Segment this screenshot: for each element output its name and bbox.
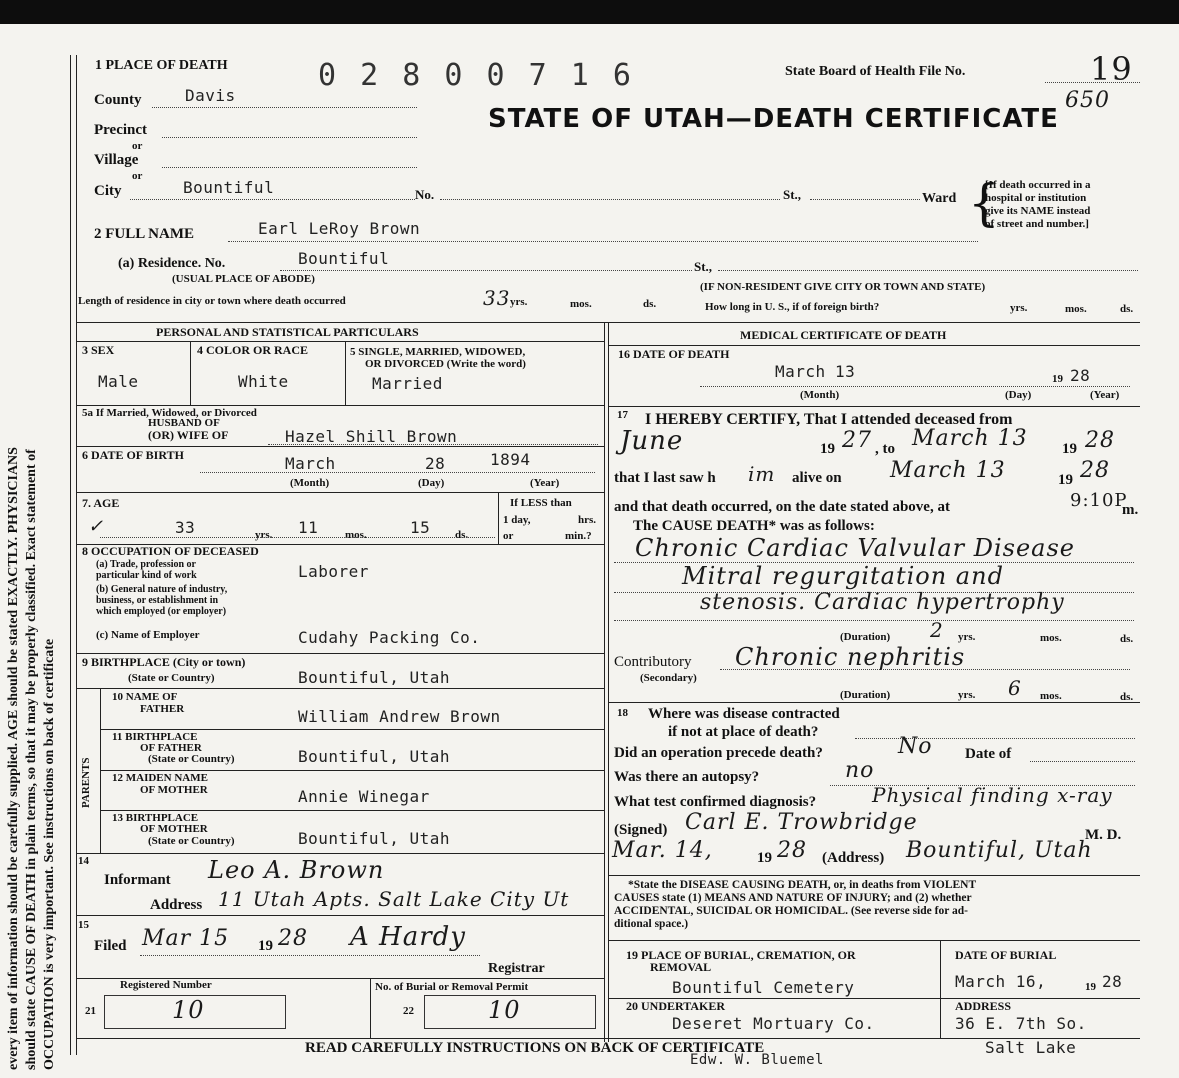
rule-note [608, 875, 1140, 876]
father-label: 10 NAME OF [112, 691, 178, 703]
dod-year-lbl: (Year) [1090, 389, 1120, 401]
duration-2-yrs-lbl: yrs. [958, 689, 976, 701]
field-22-number: 22 [403, 1005, 414, 1017]
single-label: 5 SINGLE, MARRIED, WIDOWED, [350, 346, 526, 358]
inf-address-value: 11 Utah Apts. Salt Lake City Ut [218, 887, 570, 911]
dod-year-prefix: 19 [1052, 373, 1063, 385]
signed-date: Mar. 14, [612, 838, 713, 863]
dod-year: 28 [1070, 366, 1091, 385]
birthplace-label: 9 BIRTHPLACE (City or town) [82, 655, 246, 669]
personal-heading: PERSONAL AND STATISTICAL PARTICULARS [156, 325, 419, 339]
age-label: 7. AGE [82, 496, 120, 510]
autopsy-label: Was there an autopsy? [614, 769, 760, 785]
dob-month: March [285, 454, 336, 473]
father-bp-value: Bountiful, Utah [298, 747, 450, 766]
father-bp-label: 11 BIRTHPLACE [112, 731, 198, 743]
hospital-note-2: hospital or institution [985, 192, 1087, 204]
rule-15 [76, 915, 604, 916]
informant-value: Leo A. Brown [208, 856, 385, 884]
filed-date: Mar 15 [142, 926, 230, 951]
certificate-number: 0 2 8 0 0 7 1 6 [318, 58, 634, 93]
county-label: County [94, 92, 142, 108]
county-value: Davis [185, 86, 236, 105]
secondary-label: (Secondary) [640, 672, 697, 684]
reg-no-value: 10 [172, 996, 205, 1024]
duration-yrs-lbl: yrs. [958, 631, 976, 643]
footer-instructions: READ CAREFULLY INSTRUCTIONS ON BACK OF CERTIFICATE [305, 1040, 765, 1056]
field-15-number: 15 [78, 919, 89, 931]
filed-year-prefix: 19 [258, 938, 273, 954]
occupation-label: 8 OCCUPATION OF DECEASED [82, 544, 259, 558]
attended-from: June [620, 426, 684, 456]
residence-st-label: St., [694, 259, 713, 274]
signed-address: Bountiful, Utah [906, 838, 1093, 863]
last-saw-date: March 13 [890, 458, 1006, 483]
duration-2-mos: 6 [1008, 676, 1022, 700]
field-17-number: 17 [617, 409, 628, 421]
signed-year: 28 [777, 838, 807, 863]
birthplace-state-label: (State or Country) [128, 672, 215, 684]
parents-label: PARENTS [80, 757, 92, 808]
usual-place-label: (USUAL PLACE OF ABODE) [172, 273, 315, 285]
operation-date-label: Date of [965, 746, 1012, 762]
burial-no-value: 10 [488, 996, 521, 1024]
burial-year: 28 [1102, 972, 1123, 991]
hospital-note-3: give its NAME instead [985, 205, 1091, 217]
scan-top-edge [0, 0, 1179, 24]
nature-label: (b) General nature of industry, [96, 584, 228, 595]
divider-color [345, 341, 346, 405]
filed-year: 28 [278, 926, 308, 951]
age-check: ✓ [88, 516, 105, 537]
removal-label: REMOVAL [650, 960, 712, 974]
divider-center [604, 322, 605, 1042]
rule-5a [76, 405, 604, 406]
one-day-label: 1 day, [503, 514, 531, 526]
age-ds: 15 [410, 518, 431, 537]
contrib-label: Contributory [614, 654, 692, 670]
mother-label-2: OF MOTHER [140, 784, 208, 796]
min-label: min.? [565, 530, 592, 542]
signed-label: (Signed) [614, 822, 668, 838]
death-time: 9:10P [1070, 490, 1128, 511]
age-mos: 11 [298, 518, 319, 537]
hrs-label: hrs. [578, 514, 597, 526]
rule-6 [76, 446, 604, 447]
undertaker-address: 36 E. 7th So. [955, 1014, 1087, 1033]
dob-day: 28 [425, 454, 446, 473]
length-label: Length of residence in city or town where death occurred [78, 295, 346, 307]
cause-line-3: stenosis. Cardiac hypertrophy [700, 590, 1065, 615]
certificate-title: STATE OF UTAH—DEATH CERTIFICATE [488, 104, 1059, 134]
note-line-1: *State the DISEASE CAUSING DEATH, or, in deaths from VIOLENT [628, 879, 977, 891]
divider-burial-date [940, 940, 941, 1038]
dob-day-lbl: (Day) [418, 477, 445, 489]
undertaker-value: Deseret Mortuary Co. [672, 1014, 875, 1033]
mother-bp-label-3: (State or Country) [148, 835, 235, 847]
where-label-2: if not at place of death? [668, 724, 819, 740]
second-number: 650 [1065, 88, 1110, 113]
divider-sex [190, 341, 191, 405]
city-value: Bountiful [183, 178, 275, 197]
duration-label: (Duration) [840, 631, 891, 643]
where-label: Where was disease contracted [648, 706, 840, 722]
undertaker-city: Salt Lake [985, 1038, 1077, 1057]
contrib-value: Chronic nephritis [735, 643, 966, 671]
length-value: 33 [483, 286, 511, 310]
nonresident-label: (IF NON-RESIDENT GIVE CITY OR TOWN AND STATE) [700, 281, 986, 293]
father-value: William Andrew Brown [298, 707, 501, 726]
signed-address-label: (Address) [822, 850, 885, 866]
rule-9 [76, 653, 604, 654]
dob-year: 1894 [490, 450, 531, 469]
death-time-m: m. [1122, 502, 1139, 518]
length-yrs: yrs. [510, 296, 528, 308]
registrar-signature: A Hardy [350, 922, 466, 952]
or-label-3: or [503, 530, 514, 542]
undertaker-name: Edw. W. Bluemel [690, 1052, 824, 1068]
rule-17 [608, 406, 1140, 407]
nature-label-3: which employed (or employer) [96, 606, 227, 617]
rule-16 [608, 345, 1140, 346]
full-name-label: 2 FULL NAME [94, 226, 195, 242]
side-note-line-2: should state CAUSE OF DEATH in plain terms, so that it may be properly classified. Exact statement of [24, 449, 39, 1070]
father-label-2: FATHER [140, 703, 185, 715]
duration-yrs: 2 [930, 618, 944, 642]
duration-2-mos-lbl: mos. [1040, 690, 1062, 702]
inf-address-label: Address [150, 897, 203, 913]
last-saw-a: that I last saw h [614, 470, 716, 486]
cause-line-2: Mitral regurgitation and [682, 562, 1004, 590]
burial-date-label: DATE OF BURIAL [955, 948, 1057, 962]
mother-label: 12 MAIDEN NAME [112, 772, 208, 784]
duration-mos-lbl: mos. [1040, 632, 1062, 644]
reg-no-label: Registered Number [120, 979, 212, 991]
rule-19 [608, 940, 1140, 941]
duration-ds-lbl: ds. [1120, 633, 1134, 645]
village-label: Village [94, 152, 139, 168]
last-saw-b: alive on [792, 470, 842, 486]
trade-label-2: particular kind of work [96, 570, 197, 581]
rule-13 [100, 810, 604, 811]
dob-label: 6 DATE OF BIRTH [82, 448, 184, 462]
cause-line-1: Chronic Cardiac Valvular Disease [635, 534, 1075, 562]
or-label-1: or [132, 140, 143, 152]
undertaker-address-label: ADDRESS [955, 999, 1012, 1013]
registrar-label: Registrar [488, 961, 545, 976]
rule-10 [76, 688, 604, 689]
filed-label: Filed [94, 938, 127, 954]
mother-bp-label: 13 BIRTHPLACE [112, 812, 199, 824]
attended-to: March 13 [912, 426, 1028, 451]
hospital-brace: { [968, 174, 1000, 232]
mother-bp-value: Bountiful, Utah [298, 829, 450, 848]
how-long-label: How long in U. S., if of foreign birth? [705, 301, 880, 313]
color-value: White [238, 372, 289, 391]
divider-center-2 [608, 322, 609, 1042]
field-21-number: 21 [85, 1005, 96, 1017]
or-label-2: or [132, 170, 143, 182]
ward-label: Ward [922, 191, 957, 206]
sex-value: Male [98, 372, 139, 391]
physician-signature: Carl E. Trowbridge [685, 810, 918, 835]
field-14-number: 14 [78, 855, 89, 867]
residence-value: Bountiful [298, 249, 390, 268]
rule-18 [608, 702, 1140, 703]
sex-label: 3 SEX [82, 343, 115, 357]
dod-label: 16 DATE OF DEATH [618, 347, 730, 361]
note-line-2: CAUSES state (1) MEANS AND NATURE OF INJURY; and (2) whether [614, 892, 972, 904]
dod-day-lbl: (Day) [1005, 389, 1032, 401]
left-border [70, 55, 71, 1055]
marital-value: Married [372, 374, 443, 393]
rule-bottom [76, 1038, 1140, 1039]
less-label: If LESS than [510, 497, 572, 509]
city-label: City [94, 183, 122, 199]
dod-month: March [775, 362, 826, 381]
single-label-2: OR DIVORCED (Write the word) [365, 358, 526, 370]
father-bp-label-3: (State or Country) [148, 753, 235, 765]
attended-to-label: , to [875, 441, 895, 457]
nature-label-2: business, or establishment in [96, 595, 219, 606]
operation-label: Did an operation precede death? [614, 745, 823, 761]
age-yrs-lbl: yrs. [255, 529, 273, 541]
how-long-ds: ds. [1120, 303, 1134, 315]
duration-2-label: (Duration) [840, 689, 891, 701]
divider-21 [370, 978, 371, 1038]
dod-day: 13 [835, 362, 856, 381]
age-yrs: 33 [175, 518, 196, 537]
undertaker-label: 20 UNDERTAKER [626, 999, 726, 1013]
color-label: 4 COLOR OR RACE [197, 343, 309, 357]
married-label: 5a If Married, Widowed, or Divorced [82, 407, 257, 419]
occupation-value: Laborer [298, 562, 369, 581]
father-bp-label-2: OF FATHER [140, 742, 202, 754]
age-ds-lbl: ds. [455, 529, 469, 541]
rule-7 [76, 492, 604, 493]
signed-year-prefix: 19 [757, 850, 772, 866]
age-mos-lbl: mos. [345, 529, 367, 541]
note-line-3: ACCIDENTAL, SUICIDAL OR HOMICIDAL. (See reverse side for ad- [614, 905, 968, 917]
last-saw-year: 28 [1080, 458, 1110, 483]
precinct-label: Precinct [94, 122, 148, 138]
how-long-yrs: yrs. [1010, 302, 1028, 314]
employer-value: Cudahy Packing Co. [298, 628, 481, 647]
yr-prefix-3: 19 [1058, 472, 1073, 488]
residence-label: (a) Residence. No. [118, 256, 226, 271]
informant-label: Informant [104, 872, 171, 888]
hospital-note-4: of street and number.] [985, 218, 1089, 230]
yr-prefix-2: 19 [1062, 441, 1077, 457]
dob-month-lbl: (Month) [290, 477, 330, 489]
employer-label: (c) Name of Employer [96, 629, 200, 641]
husband-label: HUSBAND OF [148, 417, 220, 429]
field-18-number: 18 [617, 707, 628, 719]
occurred-text: and that death occurred, on the date stated above, at [614, 499, 950, 515]
full-name-value: Earl LeRoy Brown [258, 219, 421, 238]
rule-sex-top [76, 341, 604, 342]
trade-label: (a) Trade, profession or [96, 559, 196, 570]
wife-label: (OR) WIFE OF [148, 428, 229, 442]
md-label: M. D. [1085, 827, 1122, 843]
note-line-4: ditional space.) [614, 918, 689, 930]
autopsy-value: no [845, 758, 875, 783]
medical-heading: MEDICAL CERTIFICATE OF DEATH [740, 328, 947, 342]
burial-place-label: 19 PLACE OF BURIAL, CREMATION, OR [626, 948, 856, 962]
how-long-mos: mos. [1065, 303, 1087, 315]
attended-from-year: 27 [842, 428, 872, 453]
spouse-value: Hazel Shill Brown [285, 427, 458, 446]
duration-2-ds-lbl: ds. [1120, 691, 1134, 703]
operation-value: No [898, 734, 933, 759]
mother-value: Annie Winegar [298, 787, 430, 806]
length-mos: mos. [570, 298, 592, 310]
cause-label: The CAUSE DEATH* was as follows: [633, 518, 875, 534]
length-ds: ds. [643, 298, 657, 310]
last-saw-him: im [748, 462, 776, 486]
st-label: St., [783, 187, 802, 202]
no-label: No. [415, 187, 435, 202]
side-note-line-3: OCCUPATION is very important. See instructions on back of certificate [42, 638, 57, 1070]
file-no-label: State Board of Health File No. [785, 64, 966, 79]
left-border-inner [76, 55, 77, 1055]
side-note-line-1: every item of information should be carefully supplied. AGE should be stated EXACTLY. PHYSICIANS [6, 447, 21, 1070]
place-of-death-label: 1 PLACE OF DEATH [95, 58, 228, 73]
burial-date-value: March 16, [955, 972, 1047, 991]
rule-12 [100, 770, 604, 771]
side-instructions [0, 60, 66, 1070]
burial-year-prefix: 19 [1085, 981, 1096, 993]
burial-place-value: Bountiful Cemetery [672, 978, 855, 997]
yr-prefix-1: 19 [820, 441, 835, 457]
certify-text: I HEREBY CERTIFY, That I attended deceased from [645, 411, 1013, 428]
dod-month-lbl: (Month) [800, 389, 840, 401]
test-label: What test confirmed diagnosis? [614, 794, 817, 810]
hospital-note-1: [If death occurred in a [985, 179, 1091, 191]
divider-less [498, 492, 499, 544]
mother-bp-label-2: OF MOTHER [140, 823, 208, 835]
birthplace-value: Bountiful, Utah [298, 668, 450, 687]
test-value: Physical finding x-ray [872, 783, 1113, 807]
burial-no-label: No. of Burial or Removal Permit [375, 981, 529, 993]
file-no: 19 [1090, 50, 1133, 88]
rule-14 [76, 853, 604, 854]
rule-11 [100, 729, 604, 730]
attended-to-year: 28 [1085, 428, 1115, 453]
dob-year-lbl: (Year) [530, 477, 560, 489]
